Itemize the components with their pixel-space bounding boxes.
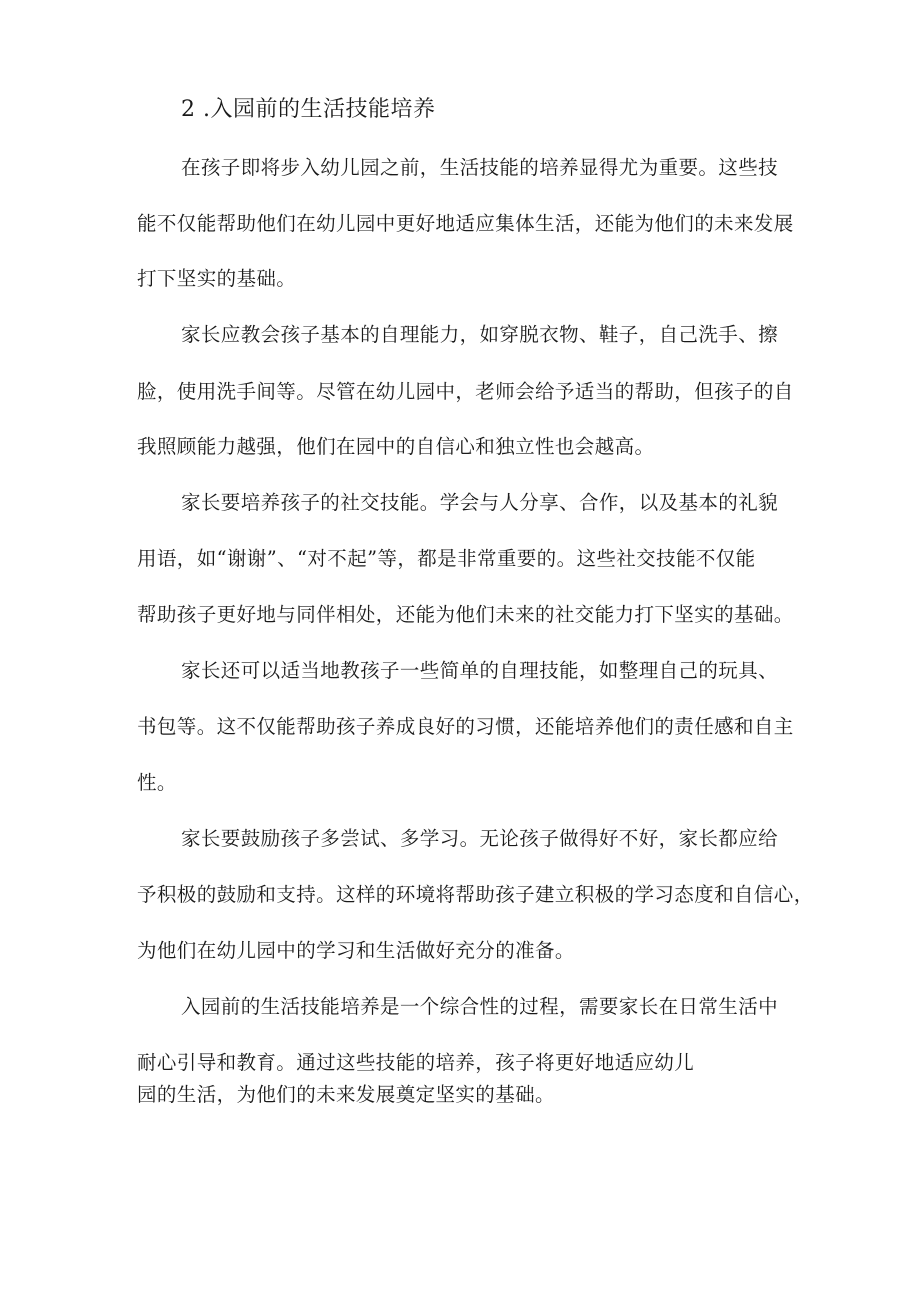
paragraph-1-line-2: 能不仅能帮助他们在幼儿园中更好地适应集体生活，还能为他们的未来发展 bbox=[137, 212, 794, 235]
paragraph-1-line-1: 在孩子即将步入幼儿园之前，生活技能的培养显得尤为重要。这些技 bbox=[181, 156, 779, 179]
paragraph-6-line-1: 入园前的生活技能培养是一个综合性的过程，需要家长在日常生活中 bbox=[181, 995, 779, 1018]
paragraph-4-line-3: 性。 bbox=[137, 771, 177, 794]
section-heading: 2 .入园前的生活技能培养 bbox=[181, 97, 436, 122]
paragraph-3-line-1: 家长要培养孩子的社交技能。学会与人分享、合作，以及基本的礼貌 bbox=[181, 491, 779, 514]
paragraph-6-line-3: 园的生活，为他们的未来发展奠定坚实的基础。 bbox=[137, 1083, 555, 1106]
paragraph-4-line-2: 书包等。这不仅能帮助孩子养成良好的习惯，还能培养他们的责任感和自主 bbox=[137, 715, 794, 738]
paragraph-2-line-3: 我照顾能力越强，他们在园中的自信心和独立性也会越高。 bbox=[137, 435, 655, 458]
paragraph-6-line-2: 耐心引导和教育。通过这些技能的培养，孩子将更好地适应幼儿 bbox=[137, 1051, 695, 1074]
paragraph-1-line-3: 打下坚实的基础。 bbox=[137, 267, 297, 290]
paragraph-2-line-2: 脸，使用洗手间等。尽管在幼儿园中，老师会给予适当的帮助，但孩子的自 bbox=[137, 380, 794, 403]
paragraph-5-line-3: 为他们在幼儿园中的学习和生活做好充分的准备。 bbox=[137, 939, 575, 962]
paragraph-5-line-1: 家长要鼓励孩子多尝试、多学习。无论孩子做得好不好，家长都应给 bbox=[181, 827, 779, 850]
paragraph-4-line-1: 家长还可以适当地教孩子一些简单的自理技能，如整理自己的玩具、 bbox=[181, 659, 779, 682]
paragraph-3-line-3: 帮助孩子更好地与同伴相处，还能为他们未来的社交能力打下坚实的基础。 bbox=[137, 603, 794, 626]
paragraph-3-line-2: 用语，如“谢谢”、“对不起”等，都是非常重要的。这些社交技能不仅能 bbox=[137, 547, 756, 570]
paragraph-5-line-2: 予积极的鼓励和支持。这样的环境将帮助孩子建立积极的学习态度和自信心， bbox=[137, 883, 814, 906]
paragraph-2-line-1: 家长应教会孩子基本的自理能力，如穿脱衣物、鞋子，自己洗手、擦 bbox=[181, 323, 779, 346]
